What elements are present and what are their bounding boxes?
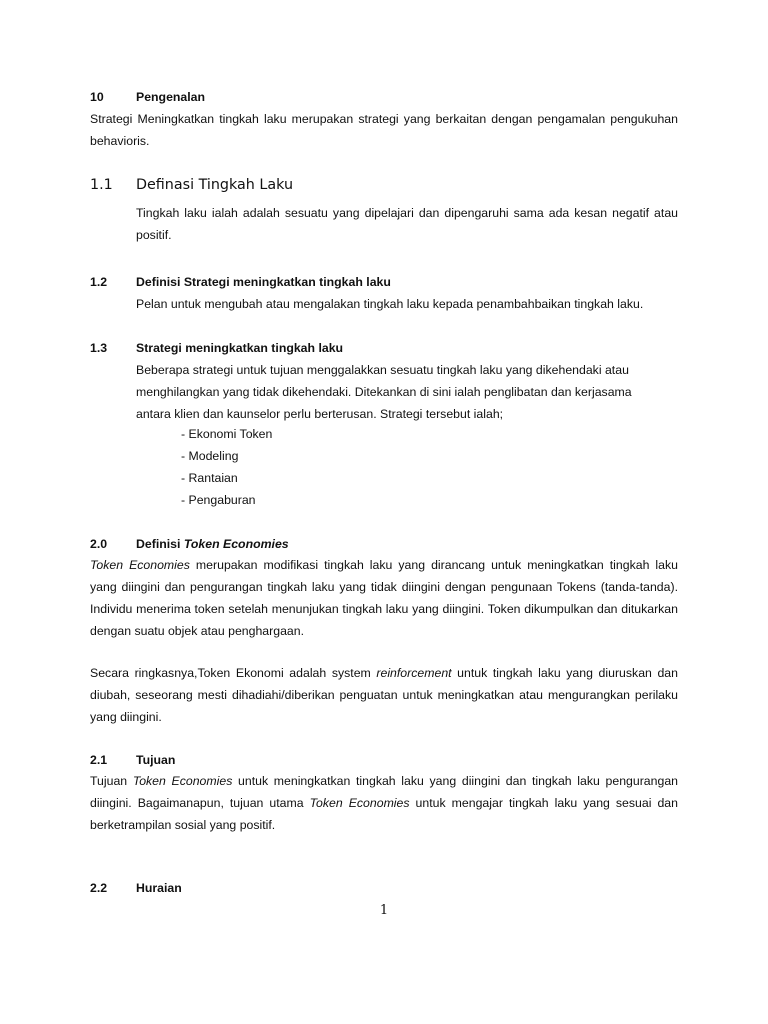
list-item: - Pengaburan	[181, 493, 256, 507]
section-1-2-number: 1.2	[90, 275, 108, 289]
section-1-3-line-1: Beberapa strategi untuk tujuan menggalakkan sesuatu tingkah laku yang dikehendaki atau	[136, 363, 629, 377]
section-10-text: Strategi Meningkatkan tingkah laku merupakan strategi yang berkaitan dengan pengamalan pengukuhan behavioris.	[90, 112, 678, 148]
section-2-2-title: Huraian	[136, 881, 182, 895]
section-1-1-text: Tingkah laku ialah adalah sesuatu yang dipelajari dan dipengaruhi sama ada kesan negatif atau positif.	[136, 206, 678, 242]
section-2-0-title-italic: Token Economies	[183, 537, 289, 551]
page-number: 1	[379, 903, 389, 918]
list-item: - Modeling	[181, 449, 239, 463]
section-1-3-number: 1.3	[90, 341, 108, 355]
section-2-0-title-plain: Definisi	[136, 537, 184, 551]
paragraph-text: untuk mengajar tingkah laku yang sesuai dan berketrampilan sosial yang positif.	[90, 796, 678, 832]
term-token-economies: Token Economies	[309, 796, 410, 810]
section-2-0-number: 2.0	[90, 537, 108, 551]
section-1-2-text: Pelan untuk mengubah atau mengalakan tingkah laku kepada penambahbaikan tingkah laku.	[136, 297, 644, 311]
section-2-0-title	[136, 537, 289, 551]
list-item: - Ekonomi Token	[181, 427, 273, 441]
paragraph-text: untuk tingkah laku yang diuruskan dan diubah, seseorang mesti dihadiahi/diberikan penguatan untuk meningkatkan atau mengurangkan perilaku yang diingini.	[90, 666, 678, 724]
term-token-economies: Token Economies	[132, 774, 233, 788]
section-1-3-line-3: antara klien dan kaunselor perlu berterusan. Strategi tersebut ialah;	[136, 407, 504, 421]
section-2-1-title: Tujuan	[136, 753, 176, 767]
section-1-3-line-2: menghilangkan yang tidak dikehendaki. Ditekankan di sini ialah penglibatan dan kerjasama	[136, 385, 632, 399]
paragraph-text: Tujuan	[90, 774, 133, 788]
term-token-economies: Token Economies	[90, 558, 190, 572]
section-10-number: 10	[90, 90, 104, 104]
section-10-title: Pengenalan	[136, 90, 206, 104]
paragraph-text: merupakan modifikasi tingkah laku yang dirancang untuk meningkatkan tingkah laku yang diingini dan pengurangan tingkah laku yang tidak diingini dengan pengunaan Tokens (tanda-tanda). Individu menerima token setelah menunjukan tingkah laku yang diingini. Token dikumpulkan dan ditukarkan dengan suatu objek atau penghargaan.	[90, 558, 678, 638]
term-reinforcement: reinforcement	[376, 666, 452, 680]
paragraph-text: Secara ringkasnya,Token Ekonomi adalah system	[90, 666, 377, 680]
section-1-1-title: Definasi Tingkah Laku	[136, 177, 294, 193]
section-2-1-text	[90, 770, 678, 836]
list-item: - Rantaian	[181, 471, 238, 485]
strategy-list	[181, 423, 272, 511]
section-1-2-title: Definisi Strategi meningkatkan tingkah laku	[136, 275, 391, 289]
section-2-1-number: 2.1	[90, 753, 108, 767]
section-2-0-paragraph-1	[90, 554, 678, 642]
section-1-3-title: Strategi meningkatkan tingkah laku	[136, 341, 344, 355]
paragraph-text: untuk meningkatkan tingkah laku yang diingini dan tingkah laku pengurangan diingini. Bagaimanapun, tujuan utama	[90, 774, 679, 810]
section-1-1-number: 1.1	[90, 177, 113, 193]
section-2-0-paragraph-2	[90, 662, 678, 728]
section-2-2-number: 2.2	[90, 881, 108, 895]
